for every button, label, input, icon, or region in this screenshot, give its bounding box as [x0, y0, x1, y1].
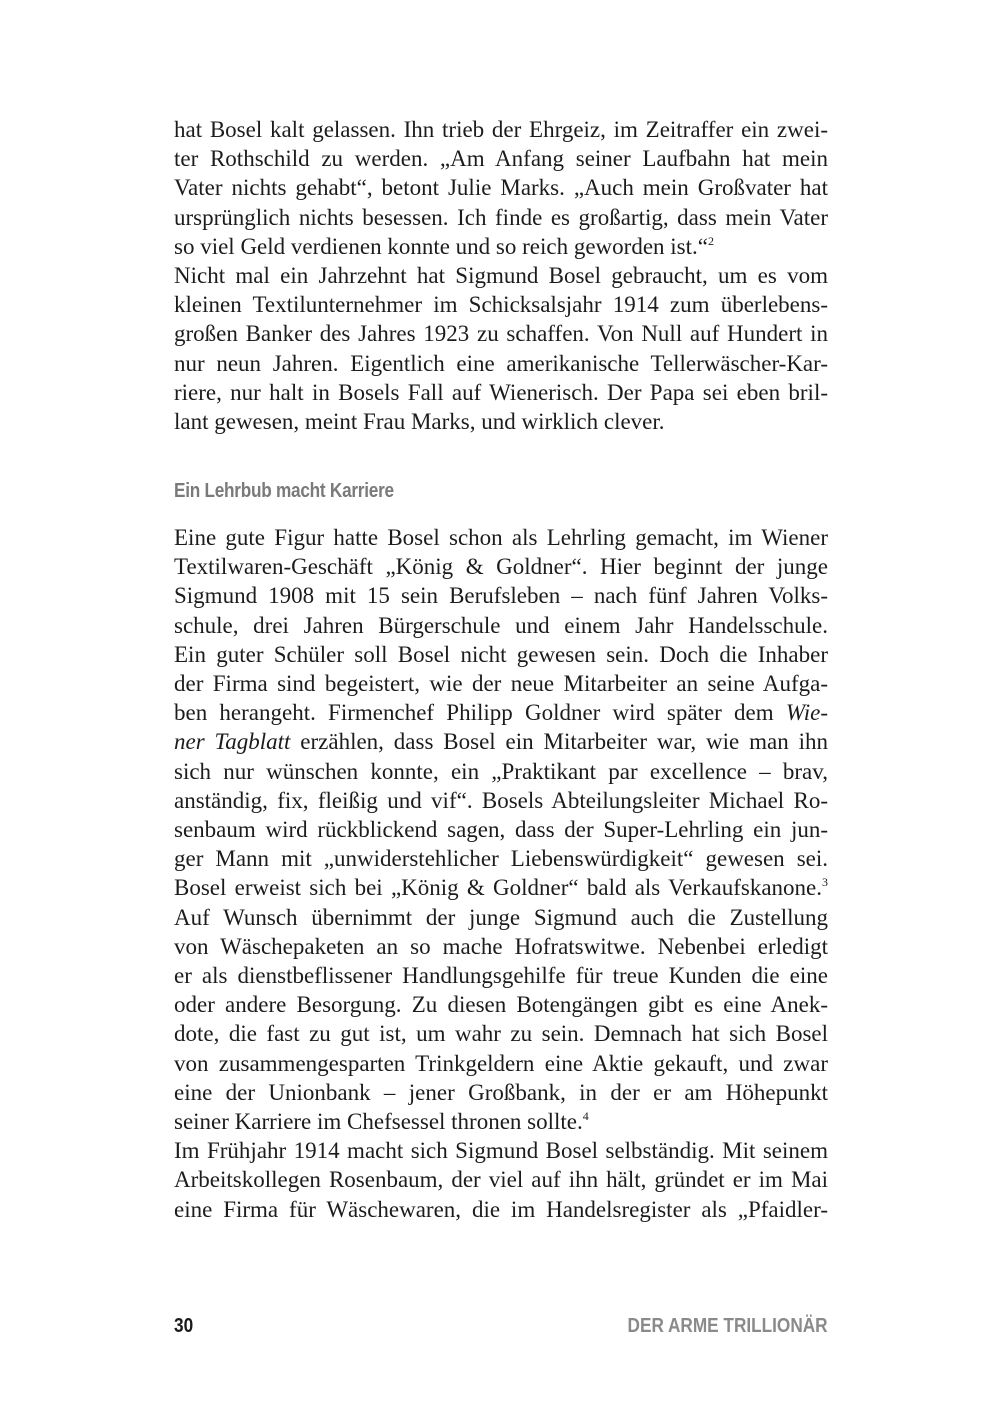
- body-text-block-2: [174, 523, 828, 1224]
- text-line: ursprünglich nichts besessen. Ich finde es großartig, dass mein Vater: [174, 204, 828, 230]
- text-line: eine der Unionbank – jener Großbank, in der er am Höhepunkt: [174, 1079, 828, 1105]
- section-heading: Ein Lehrbub macht Karriere: [174, 480, 394, 502]
- text-line: anständig, fix, fleißig und vif“. Bosels Abteilungsleiter Michael Ro-: [174, 787, 828, 813]
- text-line: Im Frühjahr 1914 macht sich Sigmund Bosel selbständig. Mit seinem: [174, 1138, 828, 1164]
- text-line: der Firma sind begeistert, wie der neue Mitarbeiter an seine Aufga-: [174, 671, 828, 697]
- text-line: kleinen Textilunternehmer im Schicksalsjahr 1914 zum überlebens-: [174, 292, 828, 318]
- text-line: oder andere Besorgung. Zu diesen Botengängen gibt es eine Anek-: [174, 992, 828, 1018]
- italic-publication-name: ner Tagblatt: [174, 729, 291, 755]
- text-line: er als dienstbeflissener Handlungsgehilfe für treue Kunden die eine: [174, 963, 828, 989]
- text-line: [174, 698, 828, 727]
- text-line: hat Bosel kalt gelassen. Ihn trieb der Ehrgeiz, im Zeitraffer ein zwei-: [174, 117, 828, 142]
- text-line: großen Banker des Jahres 1923 zu schaffen. Von Null auf Hundert in: [174, 321, 828, 347]
- text-line: [174, 1107, 828, 1136]
- text-line-content: erzählen, dass Bosel ein Mitarbeiter war, wie man ihn: [300, 729, 828, 755]
- text-line: dote, die fast zu gut ist, um wahr zu sein. Demnach hat sich Bosel: [174, 1021, 828, 1047]
- text-line: [174, 232, 828, 261]
- text-line: Vater nichts gehabt“, betont Julie Marks. „Auch mein Großvater hat: [174, 175, 828, 201]
- text-line: riere, nur halt in Bosels Fall auf Wienerisch. Der Papa sei eben bril-: [174, 379, 828, 405]
- text-line-content: Bosel erweist sich bei „König & Goldner“ bald als Verkaufskanone.: [174, 875, 822, 901]
- text-line: schule, drei Jahren Bürgerschule und einem Jahr Handelsschule.: [174, 612, 828, 638]
- footnote-ref-4: 4: [582, 1109, 589, 1124]
- text-line-content: ben herangeht. Firmenchef Philipp Goldner wird später dem: [174, 700, 786, 726]
- text-line: von zusammengesparten Trinkgeldern eine Aktie gekauft, und zwar: [174, 1050, 828, 1076]
- text-line: [174, 873, 828, 902]
- text-line: Arbeitskollegen Rosenbaum, der viel auf ihn hält, gründet er im Mai: [174, 1167, 828, 1193]
- italic-publication-name: Wie-: [785, 700, 828, 726]
- text-line: Textilwaren-Geschäft „König & Goldner“. Hier beginnt der junge: [174, 554, 828, 580]
- text-line: Ein guter Schüler soll Bosel nicht gewesen sein. Doch die Inhaber: [174, 641, 828, 667]
- body-text-block-1: [174, 115, 828, 436]
- running-title: DER ARME TRILLIONÄR: [627, 1315, 828, 1337]
- text-line: von Wäschepaketen an so mache Hofratswitwe. Nebenbei erledigt: [174, 933, 828, 959]
- footnote-ref-3: 3: [822, 875, 828, 890]
- text-line: Sigmund 1908 mit 15 sein Berufsleben – nach fünf Jahren Volks-: [174, 583, 828, 609]
- page-number: 30: [174, 1315, 194, 1337]
- text-line: eine Firma für Wäschewaren, die im Handelsregister als „Pfaidler-: [174, 1196, 828, 1222]
- text-line: nur neun Jahren. Eigentlich eine amerikanische Tellerwäscher-Kar-: [174, 350, 828, 376]
- footnote-ref-2: 2: [707, 233, 714, 248]
- text-line: ger Mann mit „unwiderstehlicher Liebenswürdigkeit“ gewesen sei.: [174, 846, 828, 872]
- text-line: Nicht mal ein Jahrzehnt hat Sigmund Bosel gebraucht, um es vom: [174, 263, 828, 289]
- text-line-content: seiner Karriere im Chefsessel thronen sollte.: [174, 1109, 583, 1135]
- text-line: Eine gute Figur hatte Bosel schon als Lehrling gemacht, im Wiener: [174, 525, 828, 550]
- text-line-content: so viel Geld verdienen konnte und so reich geworden ist.“: [174, 233, 708, 259]
- text-line: senbaum wird rückblickend sagen, dass der Super-Lehrling ein jun-: [174, 817, 828, 843]
- text-line: [174, 727, 828, 756]
- text-line: Auf Wunsch übernimmt der junge Sigmund auch die Zustellung: [174, 904, 828, 930]
- text-line: lant gewesen, meint Frau Marks, und wirklich clever.: [174, 409, 665, 435]
- text-line: ter Rothschild zu werden. „Am Anfang seiner Laufbahn hat mein: [174, 146, 828, 172]
- text-line: sich nur wünschen konnte, ein „Praktikant par excellence – brav,: [174, 758, 828, 784]
